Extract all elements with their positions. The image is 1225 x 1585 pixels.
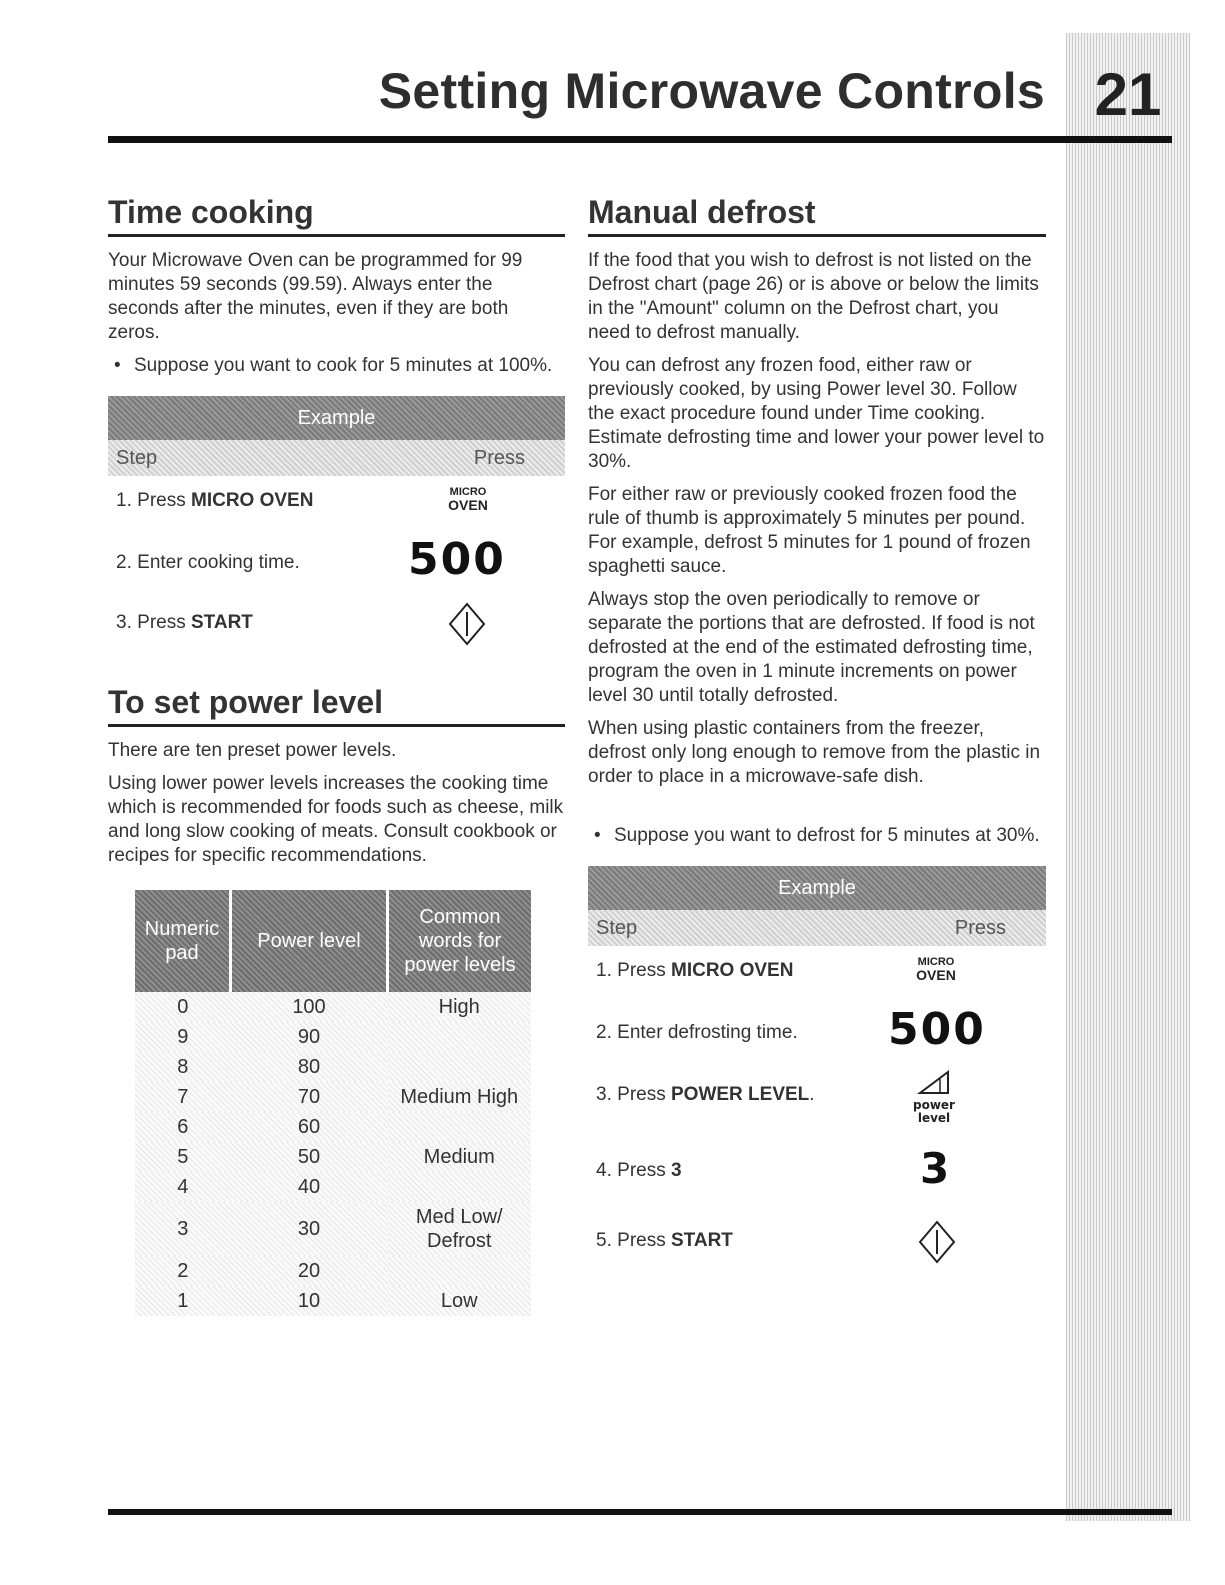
time-cooking-para: Your Microwave Oven can be programmed for 99 minutes 59 seconds (99.59). Always enter the seconds after the minutes, even if they are both zeros. bbox=[108, 250, 523, 343]
table-row: 1 10 Low bbox=[135, 1286, 531, 1316]
manual-defrost-heading: Manual defrost bbox=[588, 192, 1046, 237]
start-key-icon bbox=[448, 602, 486, 646]
table-row: 9 90 bbox=[135, 1022, 531, 1052]
table-header-row bbox=[135, 890, 531, 992]
micro-oven-key-icon: MICRO OVEN bbox=[916, 956, 956, 983]
page-edge-tab bbox=[1066, 33, 1190, 1521]
table-row: 3 30 Med Low/ Defrost bbox=[135, 1202, 531, 1256]
power-ramp-icon bbox=[917, 1070, 951, 1096]
table-row: 2 20 bbox=[135, 1256, 531, 1286]
col-header-common-words: Common words for power levels bbox=[388, 890, 532, 992]
power-level-key-icon: power level bbox=[906, 1070, 962, 1125]
step-header: Step bbox=[116, 446, 158, 469]
table-row: 0 100 High bbox=[135, 992, 531, 1022]
header-rule bbox=[108, 136, 1172, 143]
time-cooking-bullet: • Suppose you want to cook for 5 minutes at 100%. bbox=[108, 354, 565, 378]
step-header: Step bbox=[596, 916, 638, 939]
example-step: 2. Enter defrosting time. 500 bbox=[596, 1004, 986, 1055]
col-header-numeric-pad: Numeric pad bbox=[135, 890, 231, 992]
time-cooking-example bbox=[108, 396, 565, 660]
start-key-icon bbox=[918, 1220, 956, 1264]
defrost-para2: You can defrost any frozen food, either raw or previously cooked, by using Power level 30. Follow the exact procedure found under Time cooking. Estimate defrosting time and lower your power level to 30%. bbox=[588, 355, 1045, 472]
table-row: 6 60 bbox=[135, 1112, 531, 1142]
example-step: 5. Press START bbox=[588, 1216, 1046, 1278]
example-step: 1. Press MICRO OVEN MICRO OVEN bbox=[108, 476, 565, 538]
digit-keys-500: 500 bbox=[888, 1004, 986, 1055]
example-step: 3. Press START bbox=[108, 598, 565, 660]
example-header-row bbox=[588, 910, 1046, 946]
power-level-table bbox=[135, 890, 531, 1316]
col-header-power-level: Power level bbox=[231, 890, 388, 992]
left-column bbox=[108, 192, 565, 1316]
defrost-para5: When using plastic containers from the freezer, defrost only long enough to remove from the plastic in order to place in a microwave-safe dish. bbox=[588, 718, 1041, 787]
example-title: Example bbox=[588, 866, 1046, 910]
defrost-para3: For either raw or previously cooked frozen food the rule of thumb is approximately 5 minutes per pound. For example, defrost 5 minutes for 1 pound of frozen spaghetti sauce. bbox=[588, 484, 1031, 577]
table-row: 4 40 bbox=[135, 1172, 531, 1202]
example-step: 3. Press POWER LEVEL. power level bbox=[588, 1070, 1046, 1146]
defrost-para4: Always stop the oven periodically to remove or separate the portions that are defrosted. If food is not defrosted at the end of the estimated defrosting time, program the oven in 1 minute increments on power level 30 until totally defrosted. bbox=[588, 589, 1035, 706]
right-column bbox=[588, 192, 1046, 1278]
example-step: 1. Press MICRO OVEN MICRO OVEN bbox=[588, 946, 1046, 1008]
defrost-bullet: • Suppose you want to defrost for 5 minutes at 30%. bbox=[588, 824, 1046, 848]
press-header: Press bbox=[473, 446, 525, 469]
table-row: 8 80 bbox=[135, 1052, 531, 1082]
defrost-example bbox=[588, 866, 1046, 1278]
micro-oven-key-icon: MICRO OVEN bbox=[448, 486, 488, 513]
table-row: 7 70 Medium High bbox=[135, 1082, 531, 1112]
digit-key-3: 3 bbox=[920, 1144, 952, 1193]
power-level-para2: Using lower power levels increases the cooking time which is recommended for foods such as cheese, milk and long slow cooking of meats. Consult cookbook or recipes for specific recommendations. bbox=[108, 773, 564, 866]
example-title: Example bbox=[108, 396, 565, 440]
example-step: 4. Press 3 3 bbox=[596, 1144, 952, 1193]
page-title: Setting Microwave Controls bbox=[378, 63, 1045, 119]
table-row: 5 50 Medium bbox=[135, 1142, 531, 1172]
footer-rule bbox=[108, 1509, 1172, 1515]
power-level-heading: To set power level bbox=[108, 682, 565, 727]
example-header-row bbox=[108, 440, 565, 476]
press-header: Press bbox=[954, 916, 1006, 939]
example-step: 2. Enter cooking time. 500 bbox=[116, 534, 506, 585]
page-number: 21 bbox=[1094, 61, 1162, 128]
time-cooking-heading: Time cooking bbox=[108, 192, 565, 237]
digit-keys-500: 500 bbox=[408, 534, 506, 585]
defrost-para1: If the food that you wish to defrost is not listed on the Defrost chart (page 26) or is above or below the limits in the "Amount" column on the Defrost chart, you need to defrost manually. bbox=[588, 250, 1039, 343]
power-level-para1: There are ten preset power levels. bbox=[108, 740, 397, 761]
